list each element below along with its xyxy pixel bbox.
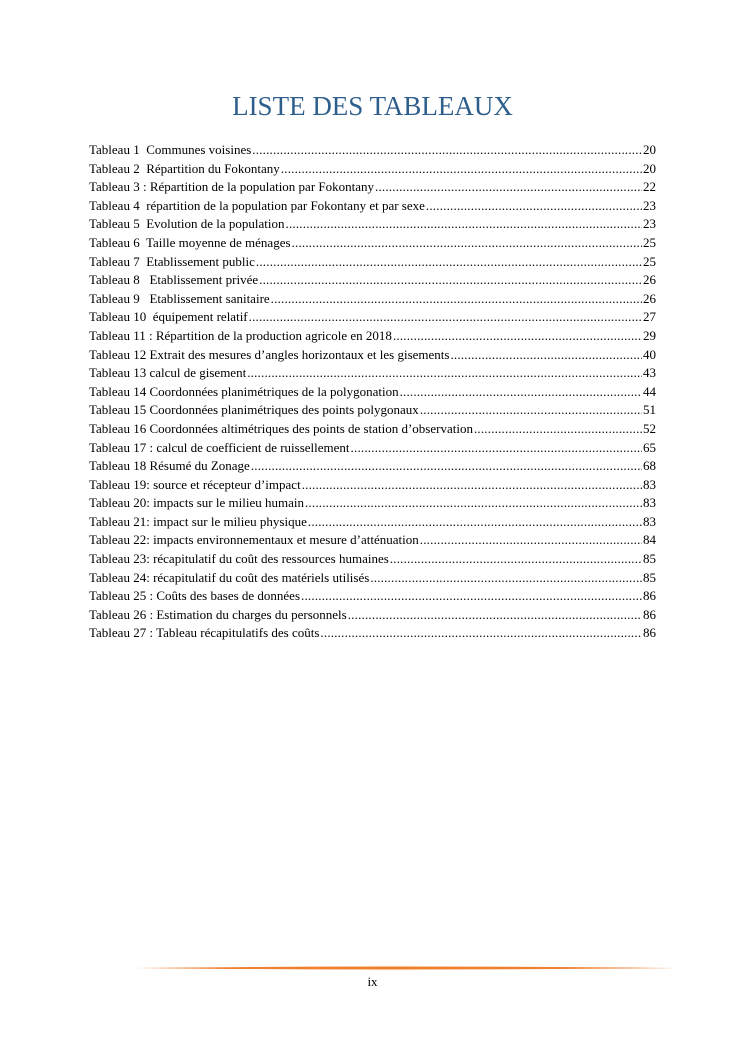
entry-page-number: 25 — [643, 234, 656, 250]
dot-leader — [351, 439, 642, 458]
dot-leader — [305, 494, 642, 513]
entry-page-number: 23 — [643, 197, 656, 213]
entry-page-number: 26 — [643, 290, 656, 306]
entry-label: Tableau 19: source et récepteur d’impact — [89, 476, 301, 492]
list-item[interactable] — [89, 215, 656, 234]
page-number: ix — [367, 974, 378, 989]
dot-leader — [247, 364, 642, 383]
list-item[interactable] — [89, 513, 656, 532]
list-item[interactable] — [89, 624, 656, 643]
dot-leader — [251, 457, 642, 476]
entry-label: Tableau 14 Coordonnées planimétriques de la polygonation — [89, 383, 399, 399]
entry-label: Tableau 9 Etablissement sanitaire — [89, 290, 270, 306]
list-item[interactable] — [89, 346, 656, 365]
entry-label: Tableau 5 Evolution de la population — [89, 216, 285, 232]
entry-page-number: 44 — [643, 383, 656, 399]
page-title: LISTE DES TABLEAUX — [232, 91, 513, 121]
dot-leader — [320, 624, 642, 643]
dot-leader — [281, 160, 642, 179]
list-item[interactable] — [89, 364, 656, 383]
entry-page-number: 83 — [643, 495, 656, 511]
list-item[interactable] — [89, 569, 656, 588]
dot-leader — [256, 253, 642, 272]
dot-leader — [420, 531, 642, 550]
dot-leader — [420, 401, 642, 420]
list-item[interactable] — [89, 476, 656, 495]
list-item[interactable] — [89, 290, 656, 309]
entry-label: Tableau 1 Communes voisines — [89, 142, 252, 157]
entry-label: Tableau 8 Etablissement privée — [89, 272, 259, 288]
entry-page-number: 68 — [643, 458, 656, 474]
entry-page-number: 29 — [643, 327, 656, 343]
dot-leader — [286, 215, 643, 234]
entry-label: Tableau 17 : calcul de coefficient de ruissellement — [89, 439, 350, 455]
list-item[interactable] — [89, 308, 656, 327]
entry-page-number: 83 — [643, 513, 656, 529]
entry-page-number: 25 — [643, 253, 656, 269]
entry-label: Tableau 26 : Estimation du charges du personnels — [89, 606, 347, 622]
dot-leader — [450, 346, 642, 365]
dot-leader — [249, 308, 642, 327]
footer-divider-stroke — [136, 967, 676, 970]
list-item[interactable] — [89, 550, 656, 569]
dot-leader — [375, 178, 642, 197]
list-item[interactable] — [89, 271, 656, 290]
entry-label: Tableau 21: impact sur le milieu physique — [89, 513, 307, 529]
list-item[interactable] — [89, 587, 656, 606]
entry-label: Tableau 2 Répartition du Fokontany — [89, 160, 280, 176]
dot-leader — [292, 234, 642, 253]
dot-leader — [426, 197, 642, 216]
entry-page-number: 86 — [643, 588, 656, 604]
entry-label: Tableau 22: impacts environnementaux et mesure d’atténuation — [89, 532, 419, 548]
dot-leader — [302, 476, 642, 495]
dot-leader — [271, 290, 642, 309]
entry-page-number: 23 — [643, 216, 656, 232]
entry-page-number: 83 — [643, 476, 656, 492]
entry-page-number: 20 — [643, 160, 656, 176]
entry-page-number: 86 — [643, 606, 656, 622]
entry-page-number: 85 — [643, 551, 656, 567]
list-item[interactable] — [89, 160, 656, 179]
entry-label: Tableau 6 Taille moyenne de ménages — [89, 234, 291, 250]
list-item[interactable] — [89, 457, 656, 476]
entry-page-number: 26 — [643, 272, 656, 288]
entry-label: Tableau 10 équipement relatif — [89, 309, 248, 325]
dot-leader — [348, 606, 642, 625]
entry-label: Tableau 4 répartition de la population par Fokontany et par sexe — [89, 197, 425, 213]
entry-label: Tableau 27 : Tableau récapitulatifs des coûts — [89, 625, 320, 641]
entry-label: Tableau 13 calcul de gisement — [89, 365, 247, 381]
entry-label: Tableau 20: impacts sur le milieu humain — [89, 495, 304, 511]
entry-page-number: 40 — [643, 346, 656, 362]
dot-leader — [259, 271, 642, 290]
list-item[interactable] — [89, 253, 656, 272]
dot-leader — [370, 569, 642, 588]
entry-label: Tableau 7 Etablissement public — [89, 253, 255, 269]
entry-label: Tableau 16 Coordonnées altimétriques des points de station d’observation — [89, 420, 473, 436]
dot-leader — [400, 383, 642, 402]
dot-leader — [308, 513, 642, 532]
entry-label: Tableau 24: récapitulatif du coût des matériels utilisés — [89, 569, 370, 585]
dot-leader — [393, 327, 642, 346]
list-item[interactable] — [89, 606, 656, 625]
list-item[interactable] — [89, 401, 656, 420]
entry-page-number: 27 — [643, 309, 656, 325]
list-item[interactable] — [89, 439, 656, 458]
entry-label: Tableau 25 : Coûts des bases de données — [89, 588, 301, 604]
list-item[interactable] — [89, 234, 656, 253]
entry-label: Tableau 12 Extrait des mesures d’angles horizontaux et les gisements — [89, 346, 450, 362]
dot-leader — [301, 587, 642, 606]
entry-page-number: 52 — [643, 420, 656, 436]
dot-leader — [474, 420, 642, 439]
dot-leader — [390, 550, 642, 569]
list-item[interactable] — [89, 383, 656, 402]
entry-label: Tableau 11 : Répartition de la production agricole en 2018 — [89, 327, 392, 343]
entry-page-number: 22 — [643, 179, 656, 195]
entry-page-number: 51 — [643, 402, 656, 418]
entry-label: Tableau 23: récapitulatif du coût des ressources humaines — [89, 551, 389, 567]
entry-label: Tableau 15 Coordonnées planimétriques des points polygonaux — [89, 402, 419, 418]
footer-divider — [136, 962, 676, 974]
list-item[interactable] — [89, 531, 656, 550]
list-item[interactable] — [89, 141, 656, 160]
list-item[interactable] — [89, 420, 656, 439]
entry-page-number: 86 — [643, 625, 656, 641]
entry-label: Tableau 3 : Répartition de la population par Fokontany — [89, 179, 375, 195]
list-item[interactable] — [89, 178, 656, 197]
entry-page-number: 85 — [643, 569, 656, 585]
list-item[interactable] — [89, 197, 656, 216]
entry-page-number: 84 — [643, 532, 656, 548]
entry-page-number: 65 — [643, 439, 656, 455]
entry-page-number: 43 — [643, 365, 656, 381]
list-item[interactable] — [89, 494, 656, 513]
dot-leader — [252, 141, 642, 160]
table-list — [89, 141, 656, 643]
list-item[interactable] — [89, 327, 656, 346]
entry-label: Tableau 18 Résumé du Zonage — [89, 458, 250, 474]
entry-page-number: 20 — [643, 142, 656, 157]
